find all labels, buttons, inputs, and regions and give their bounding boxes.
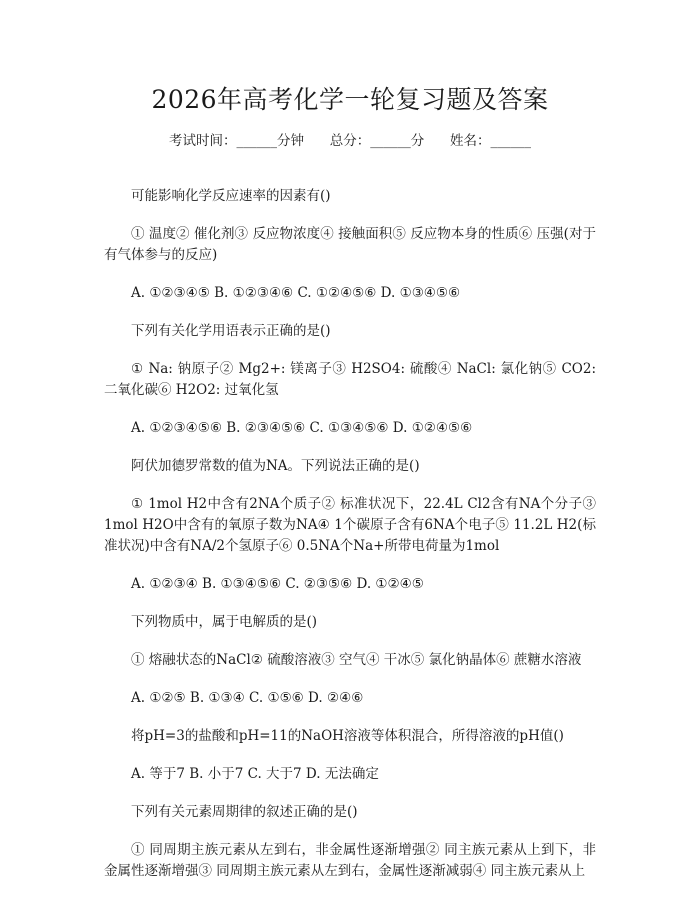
total-score-field: 总分：______分 (329, 133, 425, 149)
exam-meta-line (0, 131, 700, 151)
question-1-options: A. ①②③④⑤ B. ①②③④⑥ C. ①②④⑤⑥ D. ①③④⑤⑥ (131, 285, 461, 301)
question-2-options: A. ①②③④⑤⑥ B. ②③④⑤⑥ C. ①③④⑤⑥ D. ①②④⑤⑥ (131, 420, 473, 436)
question-3-items: ① 1mol H2中含有2NA个质子② 标准状况下，22.4L Cl2含有NA个分子③ 1mol H2O中含有的氧原子数为NA④ 1个碳原子含有6NA个电子⑤ 11.2L H2(标准状况)中含有NA/2个氢原子⑥ 0.5NA个Na+所带电荷量为1mol (104, 496, 596, 554)
question-1-stem: 可能影响化学反应速率的因素有() (131, 188, 331, 204)
question-6-items: ① 同周期主族元素从左到右，非金属性逐渐增强② 同主族元素从上到下，非金属性逐渐增强③ 同周期主族元素从左到右，金属性逐渐减弱④ 同主族元素从上 (104, 842, 596, 879)
question-2-stem: 下列有关化学用语表示正确的是() (131, 323, 331, 339)
question-2-items: ① Na: 钠原子② Mg2+: 镁离子③ H2SO4: 硫酸④ NaCl: 氯化钠⑤ CO2: 二氧化碳⑥ H2O2: 过氧化氢 (104, 361, 596, 398)
question-4-stem: 下列物质中，属于电解质的是() (131, 614, 318, 630)
question-5-stem: 将pH=3的盐酸和pH=11的NaOH溶液等体积混合，所得溶液的pH值() (131, 728, 564, 744)
question-6-stem: 下列有关元素周期律的叙述正确的是() (131, 804, 358, 820)
question-3-options: A. ①②③④ B. ①③④⑤⑥ C. ②③⑤⑥ D. ①②④⑤ (131, 576, 424, 592)
question-body (104, 186, 596, 899)
question-3-stem: 阿伏加德罗常数的值为NA。下列说法正确的是() (131, 458, 420, 474)
student-name-field: 姓名：______ (450, 133, 531, 149)
question-5-options: A. 等于7 B. 小于7 C. 大于7 D. 无法确定 (131, 766, 379, 782)
question-1-items: ① 温度② 催化剂③ 反应物浓度④ 接触面积⑤ 反应物本身的性质⑥ 压强(对于有气体参与的反应) (104, 226, 596, 263)
question-4-items: ① 熔融状态的NaCl② 硫酸溶液③ 空气④ 干冰⑤ 氯化钠晶体⑥ 蔗糖水溶液 (131, 652, 582, 668)
exam-time-field: 考试时间：______分钟 (169, 133, 304, 149)
document-title: 2026年高考化学一轮复习题及答案 (151, 85, 549, 114)
question-4-options: A. ①②⑤ B. ①③④ C. ①⑤⑥ D. ②④⑥ (131, 690, 364, 706)
